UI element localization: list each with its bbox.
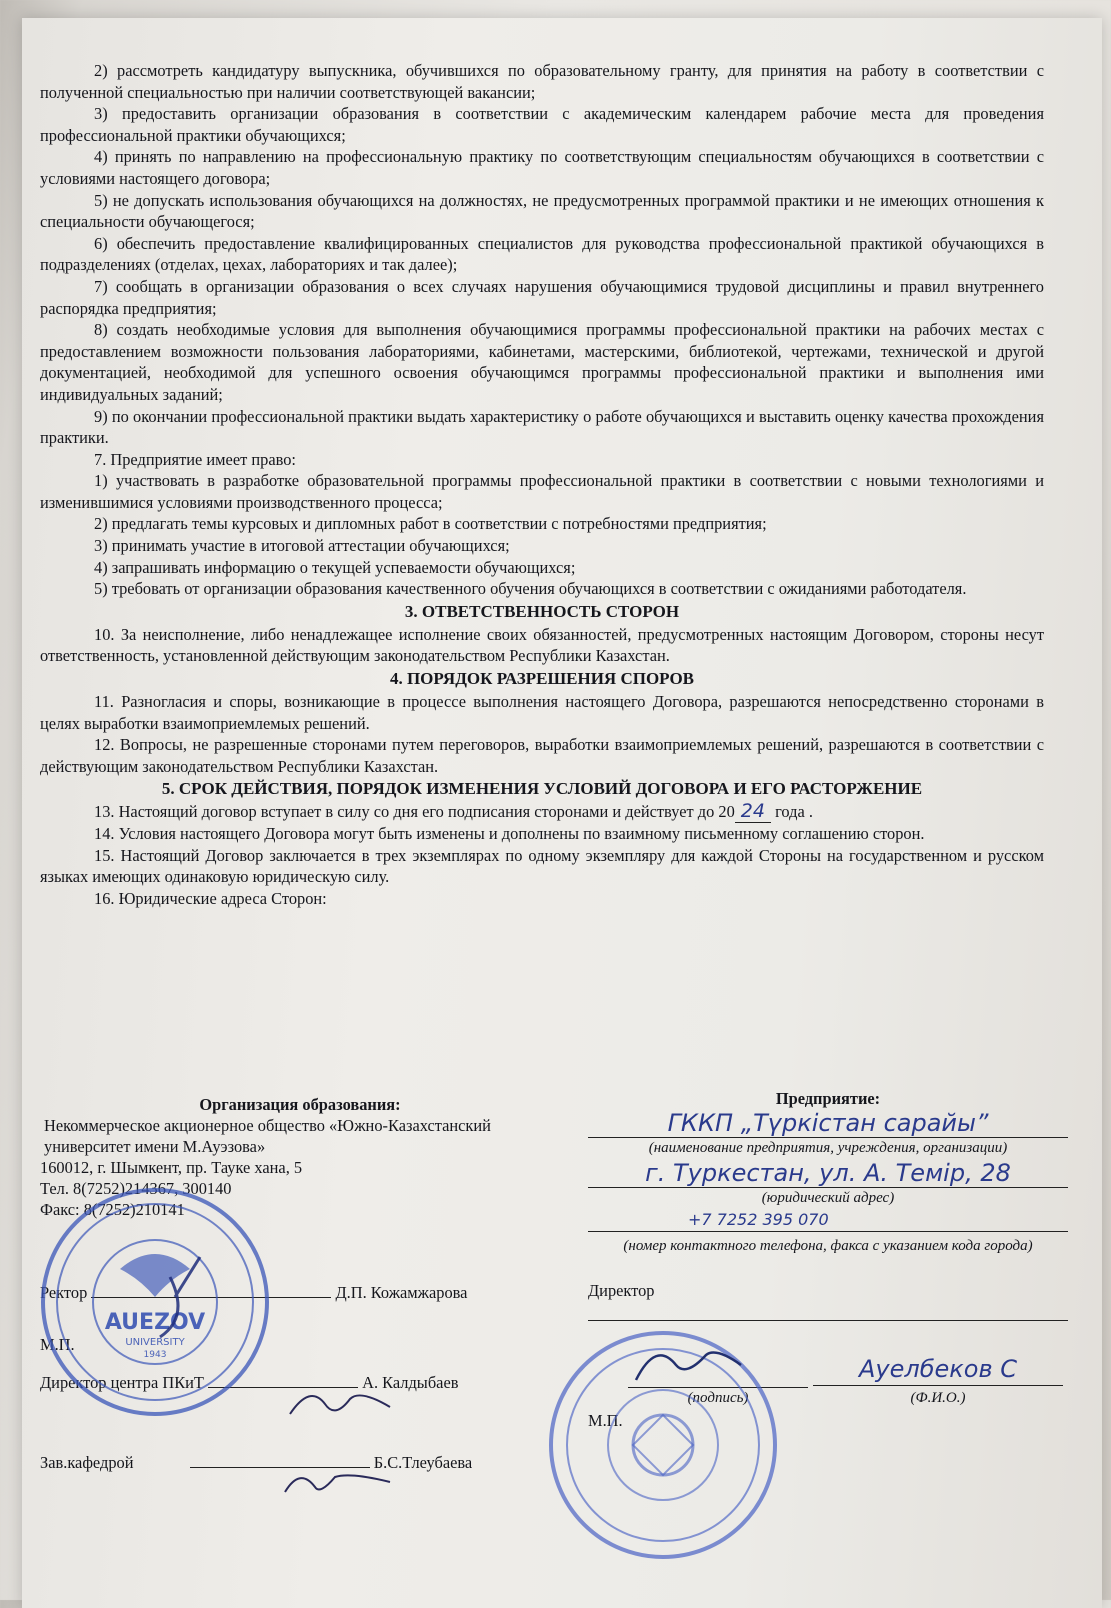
rights-title: 7. Предприятие имеет право: [94,449,296,469]
director-center-name: А. Калдыбаев [362,1373,459,1392]
clause-6-3: 3) предоставить организации образования в соответствии с академическим календарем рабочие места для проведения профессиональной практики обучающихся; [40,104,1044,145]
clause-13 [40,801,1044,823]
stamp-year: 1943 [143,1350,167,1360]
head-signature-icon [280,1464,400,1499]
education-org-address: 160012, г. Шымкент, пр. Тауке хана, 5 [40,1158,303,1177]
clause-12: 12. Вопросы, не разрешенные сторонами путем переговоров, выработки взаимоприемлемых решений, разрешаются в соответствии с действующим законодательством Республики Казахстан. [40,735,1044,776]
enterprise-phone-caption: (номер контактного телефона, факса с указанием кода города) [623,1238,1033,1254]
right-5: 5) требовать от организации образования качественного обучения обучающихся в соответствии с ожиданиями работодателя. [94,579,967,599]
clause-6-6: 6) обеспечить предоставление квалифицированных специалистов для руководства профессиональной практикой обучающихся в подразделениях (отделах, цехах, лабораториях и так далее); [40,233,1044,275]
enterprise-block [588,1072,1068,1430]
right-2: 2) предлагать темы курсовых и дипломных работ в соответствии с потребностями предприятия; [94,514,767,534]
clause-14: 14. Условия настоящего Договора могут быть изменены и дополнены по взаимному письменному соглашению сторон. [94,824,925,843]
enterprise-phone: +7 7252 395 070 [588,1209,1068,1232]
rector-label: Ректор [40,1283,88,1302]
enterprise-name-caption: (наименование предприятия, учреждения, организации) [648,1140,1008,1156]
enterprise-address: г. Туркестан, ул. А. Темір, 28 [588,1159,1068,1188]
clause-6-7: 7) сообщать в организации образования о всех случаях нарушения обучающимися трудовой дисциплины и правил внутреннего распорядка предприятия; [40,276,1044,318]
right-1: 1) участвовать в разработке образовательной программы профессиональной практики в соответствии с новыми технологиями и изменившимися условиями производственного процесса; [40,471,1044,512]
enterprise-header: Предприятие: [775,1089,881,1108]
education-org-tel: Тел. 8(7252)214367, 300140 [40,1179,232,1198]
university-stamp-icon [20,1177,290,1427]
clause-10: 10. За неисполнение, либо ненадлежащее исполнение своих обязанностей, предусмотренных настоящим Договором, стороны несут ответственность, установленной действующим законодательством Республики Казахстан. [40,624,1044,666]
director-center-label: Директор центра ПКиТ [40,1373,204,1392]
enterprise-signature-icon [628,1340,748,1390]
clause-13-tail: года . [770,802,813,822]
enterprise-fio: Ауелбеков С [813,1353,1063,1386]
clause-6-4: 4) принять по направлению на профессиональную практику по соответствующим специальностям обучающихся в соответствии с условиями настоящего договора; [40,147,1044,188]
left-mp: М.П. [40,1335,75,1354]
clause-6-9: 9) по окончании профессиональной практики выдать характеристику о работе обучающихся и выставить оценку качества прохождения практики. [40,406,1044,448]
clause-13-text: 13. Настоящий договор вступает в силу со дня его подписания сторонами и действует до 20 [94,802,735,822]
education-org-header: Организация образования: [199,1095,401,1114]
right-3: 3) принимать участие в итоговой аттестации обучающихся; [94,536,510,556]
section-5-title: 5. СРОК ДЕЙСТВИЯ, ПОРЯДОК ИЗМЕНЕНИЯ УСЛОВИЙ ДОГОВОРА И ЕГО РАСТОРЖЕНИЕ [161,779,923,799]
section-4-title: 4. ПОРЯДОК РАЗРЕШЕНИЯ СПОРОВ [389,669,695,689]
stamp-subtitle: UNIVERSITY [125,1337,185,1348]
right-4: 4) запрашивать информацию о текущей успеваемости обучающихся; [94,557,576,577]
education-org-name: Некоммерческое акционерное общество «Южно-Казахстанский университет имени М.Ауэзова» [44,1116,491,1156]
clause-16: 16. Юридические адреса Сторон: [94,888,327,908]
clause-6-5: 5) не допускать использования обучающихся на должностях, не предусмотренных программой практики и не имеющих отношения к специальности обучающегося; [40,190,1044,232]
rector-name: Д.П. Кожамжарова [335,1283,468,1302]
contract-body [40,60,1044,909]
enterprise-director-label: Директор [588,1281,655,1300]
clause-11: 11. Разногласия и споры, возникающие в процессе выполнения настоящего Договора, разрешаются непосредственно сторонами в целях выработки взаимоприемлемых решений. [40,692,1044,733]
head-dept-label: Зав.кафедрой [40,1453,134,1472]
enterprise-mp: М.П. [588,1411,623,1430]
enterprise-name: ГККП „Түркістан сарайы” [588,1109,1068,1138]
education-org-block [40,1072,560,1472]
enterprise-fio-caption: (Ф.И.О.) [910,1390,966,1406]
head-dept-name: Б.С.Тлеубаева [373,1453,473,1472]
signature-block [40,1072,1070,1592]
education-org-fax: Факс: 8(7252)210141 [40,1200,185,1219]
stamp-title: AUEZOV [104,1310,206,1335]
director-signature-icon [285,1384,395,1424]
clause-6-2: 2) рассмотреть кандидатуру выпускника, обучившихся по образовательному гранту, для принятия на работу в соответствии с полученной специальностью при наличии соответствующей вакансии; [40,61,1044,102]
enterprise-address-caption: (юридический адрес) [761,1190,895,1206]
section-3-title: 3. ОТВЕТСТВЕННОСТЬ СТОРОН [404,601,680,621]
clause-13-year: 24 [735,800,771,823]
clause-15: 15. Настоящий Договор заключается в трех экземплярах по одному экземпляру для каждой Стороны на государственном и русском языках имеющих одинаковую юридическую силу. [40,845,1044,887]
clause-6-8: 8) создать необходимые условия для выполнения обучающимися программы профессиональной практики на рабочих местах с предоставлением возможности пользования лабораториями, кабинетами, мастерскими, библиотекой, чертежами, технической и другой документацией, необходимой для успешного освоения обучающимся программы профессиональной практики и выполнения ими индивидуальных заданий; [40,320,1044,404]
enterprise-signature-caption: (подпись) [687,1390,749,1406]
